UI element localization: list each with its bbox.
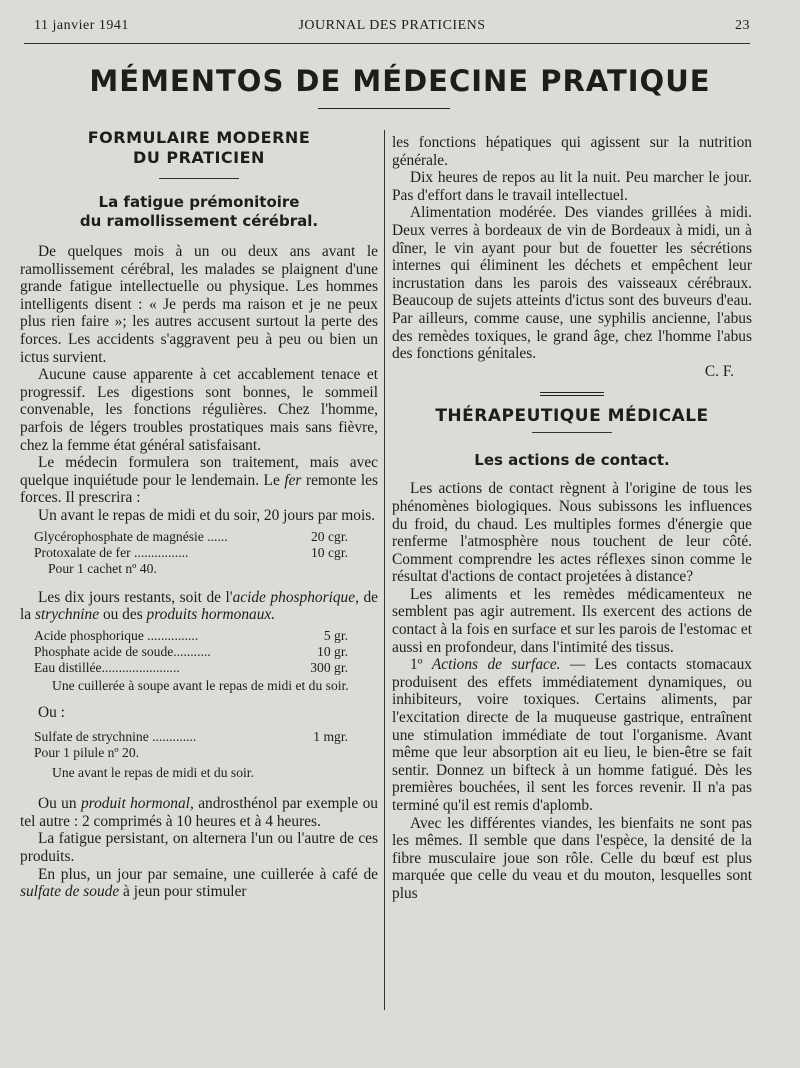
paragraph: Aucune cause apparente à cet accablement tenace et progressif. Les digestions sont bonnes, le sommeil convenable, les fonctions régulières. Chez l'homme, parfois de légers troubles prostatiques mais sans fièvre, chez la femme état général satisfaisant.	[20, 366, 378, 454]
paragraph: Le médecin formulera son traitement, mais avec quelque inquiétude pour le lendemain. Le fer remonte les forces. Il prescrira :	[20, 454, 379, 507]
paragraph: Les dix jours restants, soit de l'acide phosphorique, de la strychnine ou des produits hormonaux.	[20, 588, 378, 624]
paragraph: Les actions de contact règnent à l'origine de tous les phénomènes biologiques. Nous subissons les influences du froid, du chaud. Les multiples formes d'énergie que renferme l'atmosphère nous touchent de leur côté. Comment comprendre les actes réflexes sinon comme le résultat d'actions de contact projetées à distance?	[392, 480, 752, 586]
column-divider	[384, 130, 385, 1010]
prescription-line: Phosphate acide de soude........... 10 gr.	[34, 643, 348, 659]
issue-date: 11 janvier 1941	[34, 18, 129, 33]
paragraph: En plus, un jour par semaine, une cuillerée à café de sulfate de soude à jeun pour stimuler	[20, 865, 378, 901]
journal-name: JOURNAL DES PRATICIENS	[298, 18, 486, 33]
paragraph: Un avant le repas de midi et du soir, 20 jours par mois.	[38, 506, 376, 524]
section-double-rule	[540, 392, 604, 396]
paragraph: La fatigue persistant, on alternera l'un ou l'autre de ces produits.	[20, 830, 378, 866]
main-title: MÉMENTOS DE MÉDECINE PRATIQUE	[89, 64, 711, 98]
paragraph: De quelques mois à un ou deux ans avant le ramollissement cérébral, les malades se plaignent d'une grande fatigue intellectuelle ou physique. Les hommes intelligents disent : « Je perds ma raison et je ne peux plus rien faire »; les autres accusent surtout la perte des forces. Les accidents s'aggravent peu à peu ou bien un ictus survient.	[20, 243, 378, 366]
article-title: Les actions de contact.	[474, 451, 670, 470]
left-column	[20, 128, 378, 901]
paragraph: Alimentation modérée. Des viandes grillées à midi. Deux verres à bordeaux de vin de Bordeaux à midi, un à dîner, le vin ayant pour but de fouetter les sécrétions internes qui éliminent les déchets et empêchent leur incrustation dans les parois des vaisseaux cérébraux. Beaucoup de sujets atteints d'ictus sont des buveurs d'eau. Par ailleurs, comme cause, une syphilis ancienne, l'abus des remèdes toxiques, le grand âge, chez l'homme l'abus des fonctions génitales.	[392, 204, 752, 363]
prescription-note: Une avant le repas de midi et du soir.	[52, 765, 254, 781]
prescription-line: Protoxalate de fer ................ 10 cgr.	[34, 544, 348, 560]
paragraph: Dix heures de repos au lit la nuit. Peu marcher le jour. Pas d'effort dans le travail intellectuel.	[392, 169, 752, 204]
section-rule	[159, 178, 239, 179]
paragraph: Ou :	[38, 703, 65, 721]
prescription-note: Pour 1 cachet nº 40.	[48, 560, 157, 576]
prescription-2	[20, 628, 378, 676]
prescription-line: Glycérophosphate de magnésie ...... 20 cgr.	[34, 528, 348, 544]
right-column	[392, 134, 752, 903]
paragraph: Les aliments et les remèdes médicamenteux ne semblent pas agir autrement. Ils exercent des actions de contact à la fois en surface et sur les parois de l'estomac et aussi en profondeur, dans l'intimité des tissus.	[392, 585, 752, 656]
author-signature: C. F.	[704, 362, 734, 380]
paragraph: Avec les différentes viandes, les bienfaits ne sont pas les mêmes. Il semble que dans l'espèce, la densité de la fibre musculaire joue son rôle. Celle du bœuf est plus marquée que celle du veau et du mouton, lesquelles sont plus	[392, 814, 752, 902]
paragraph: Ou un produit hormonal, androsthénol par exemple ou tel autre : 2 comprimés à 10 heures et à 4 heures.	[20, 795, 378, 830]
section-title-therapeutique: THÉRAPEUTIQUE MÉDICALE	[435, 406, 709, 427]
section-title-formulaire: FORMULAIRE MODERNE DU PRATICIEN	[87, 128, 311, 167]
article-title: La fatigue prémonitoire du ramollissement cérébral.	[79, 193, 319, 230]
prescription-line: Eau distillée....................... 300 gr.	[34, 659, 348, 675]
prescription-pill: Pour 1 pilule nº 20.	[34, 745, 140, 761]
title-rule	[318, 108, 450, 109]
prescription-note: Une cuillerée à soupe avant le repas de midi et du soir.	[52, 677, 349, 693]
paragraph: 1º Actions de surface. — Les contacts stomacaux produisent des effets immédiatement dynamiques, ou inhibiteurs, voire toxiques. Certains aliments, par l'excitation directe de la muqueuse gastrique, entraînent une stimulation immédiate de tout l'organisme. Avant même que leur absorption ait eu lieu, le bien-être se fait sentir. Donnez un bifteck à un homme fatigué. Dès les premières bouchées, il sent les forces revenir. Il n'a pas terminé qu'il est remis d'aplomb.	[392, 656, 752, 814]
paragraph: les fonctions hépatiques qui agissent sur la nutrition générale.	[392, 134, 752, 169]
prescription-line: Sulfate de strychnine ............. 1 mgr.	[34, 729, 348, 745]
prescription-3	[20, 729, 378, 761]
header-rule	[24, 43, 750, 44]
page-number: 23	[735, 18, 750, 33]
running-header	[34, 18, 750, 40]
section-rule	[532, 432, 612, 433]
prescription-line: Acide phosphorique ............... 5 gr.	[34, 627, 348, 643]
prescription-1	[20, 529, 378, 577]
